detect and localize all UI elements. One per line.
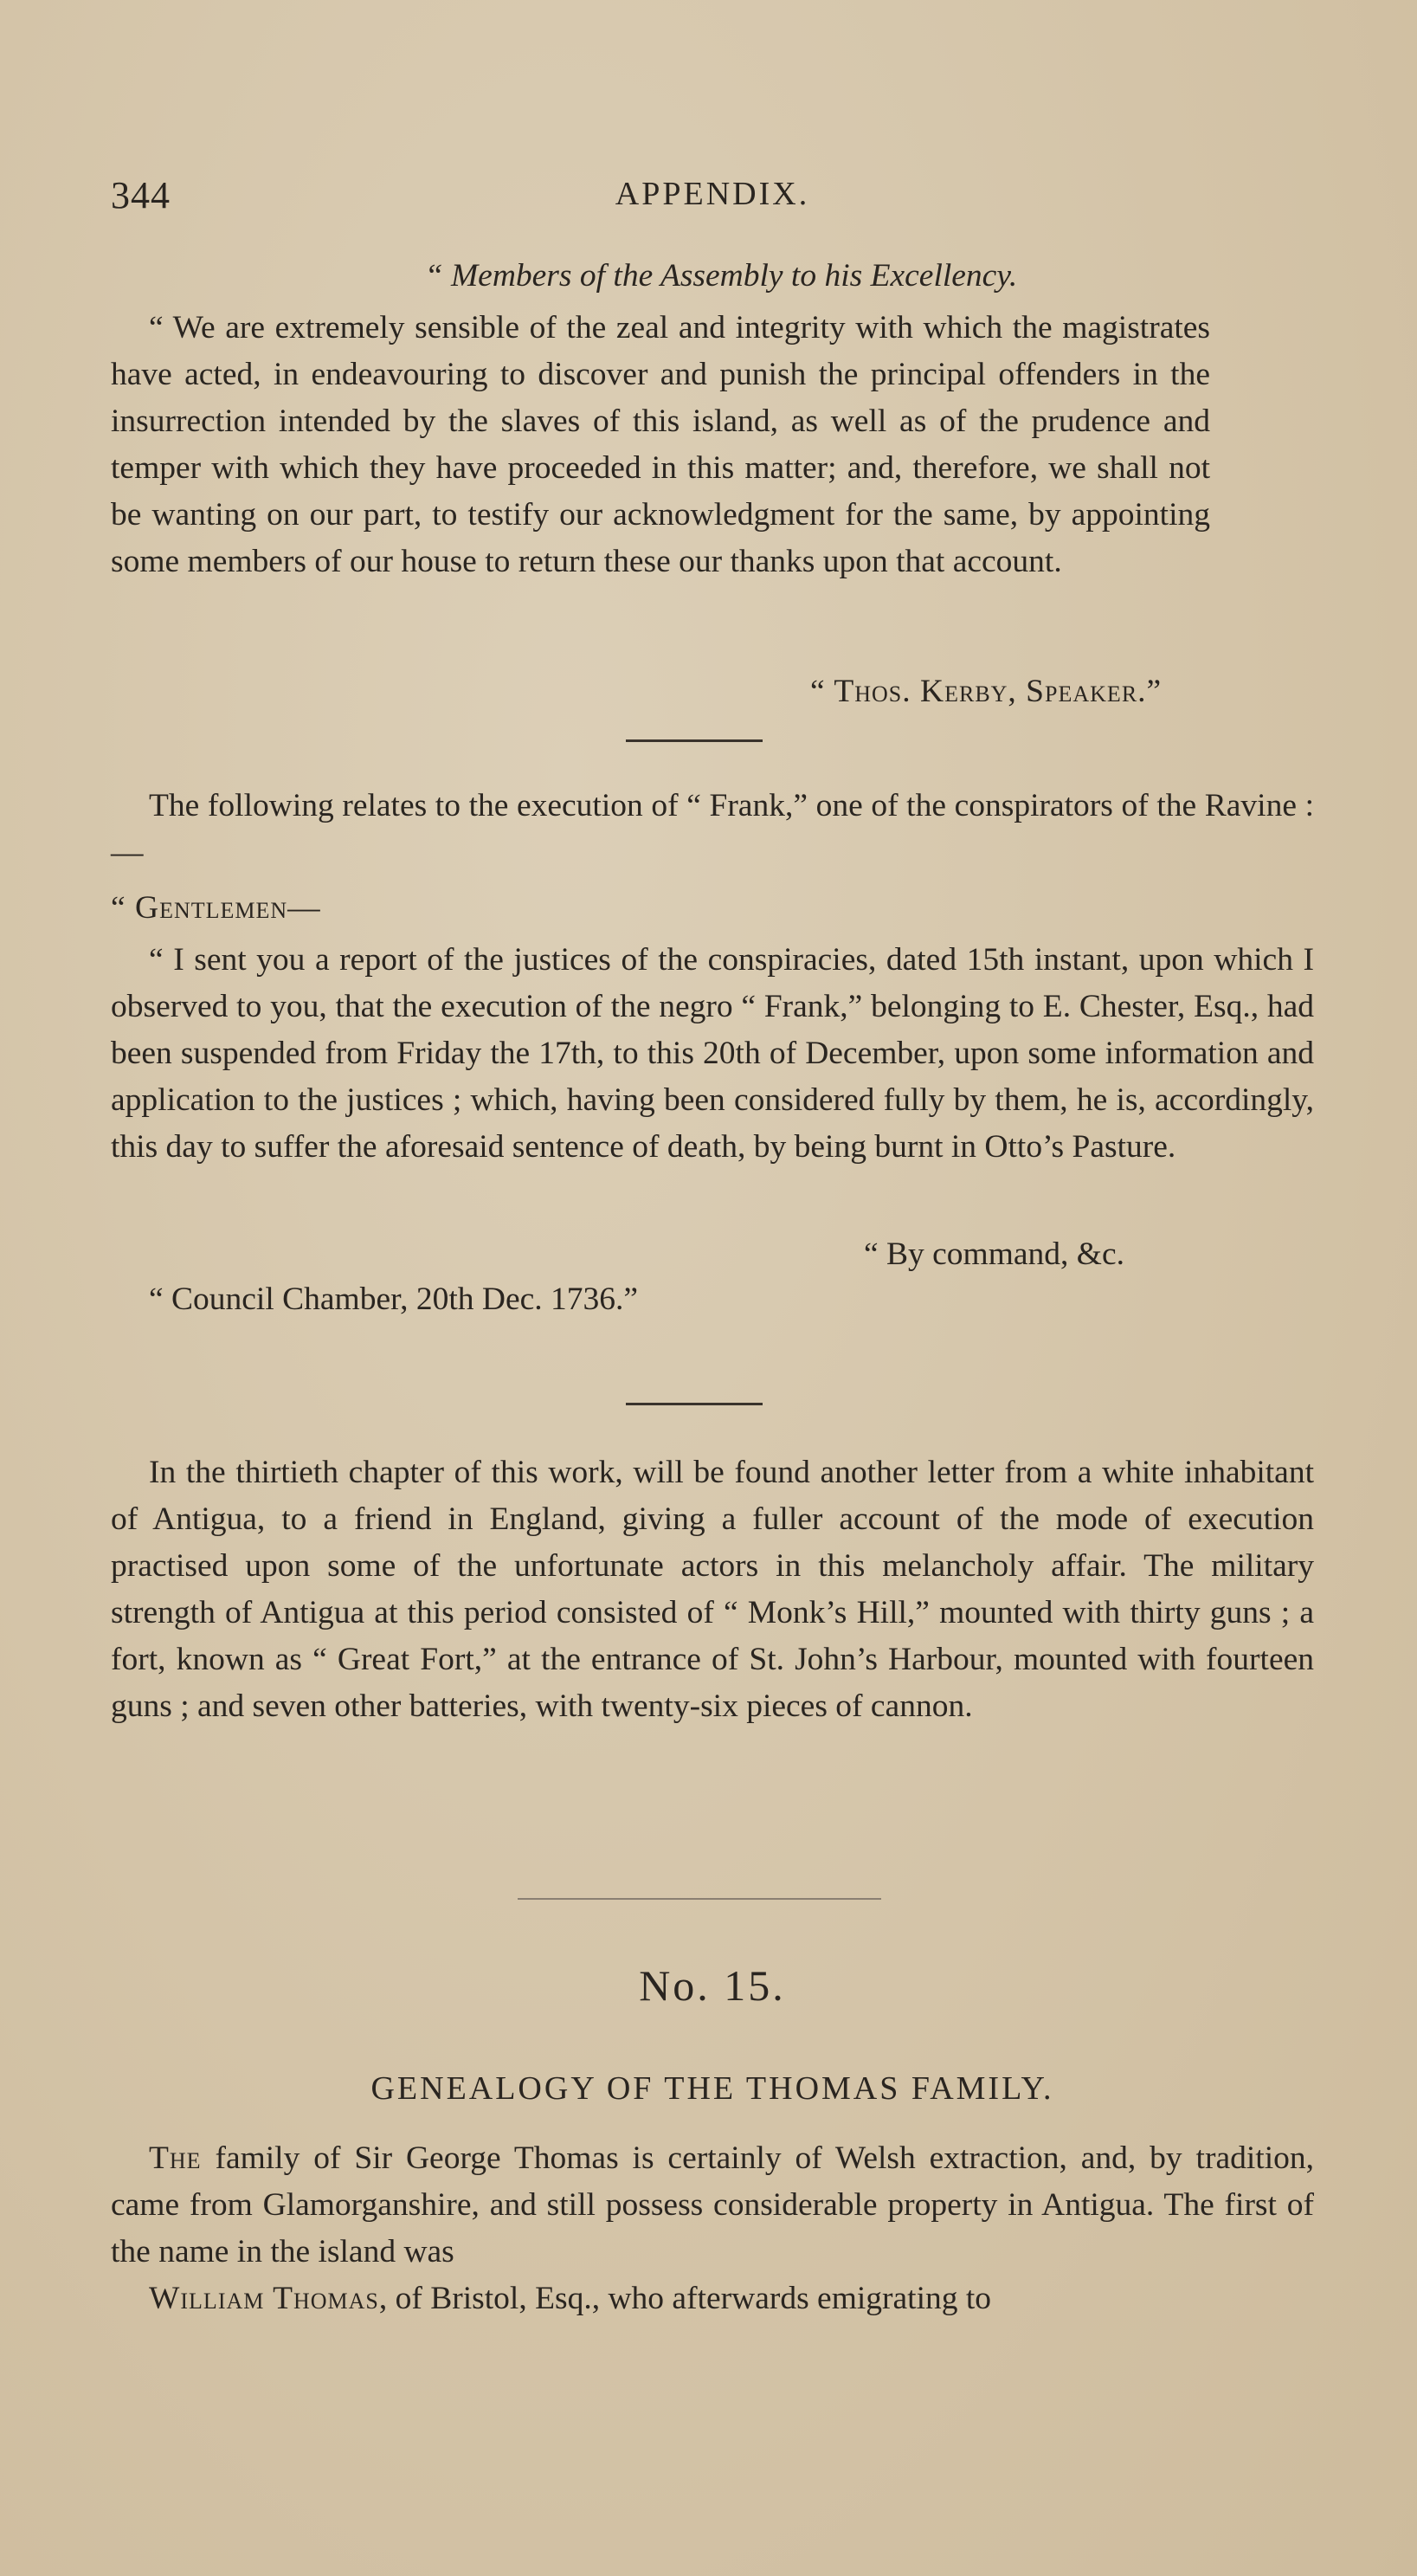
address-title: “ Members of the Assembly to his Excellency.	[424, 258, 1018, 294]
execution-section	[111, 783, 1314, 1171]
address-body: “ We are extremely sensible of the zeal and integrity with which the magistrates have acted, in endeavouring to discover and punish the principal offenders in the insurrection intended by the slaves of this island, as well as of the prudence and temper with which they have proceeded in this matter; and, therefore, we shall not be wanting on our part, to testify our acknowledgment for the same, by appointing some members of our house to return these our thanks upon that account.	[111, 310, 1210, 579]
genealogy-first-word: The	[149, 2140, 202, 2176]
military-section	[111, 1449, 1314, 1730]
execution-intro: The following relates to the execution of “ Frank,” one of the conspirators of the Ravine :—	[111, 788, 1314, 870]
book-page	[111, 0, 1314, 2576]
genealogy-section	[111, 2135, 1314, 2322]
genealogy-paragraph-text: family of Sir George Thomas is certainly of Welsh extraction, and, by tradition, came from Glamorganshire, and still possess considerable property in Antigua. The first of the name in the island was	[111, 2140, 1314, 2269]
page-header	[111, 173, 1314, 225]
address-signature: “ Thos. Kerby, Speaker.”	[810, 674, 1163, 709]
william-thomas-name: William Thomas	[149, 2281, 379, 2316]
genealogy-last-line-text: , of Bristol, Esq., who afterwards emigrating to	[378, 2281, 992, 2316]
chapter-divider	[518, 1898, 881, 1900]
execution-letter-body: “ I sent you a report of the justices of the conspiracies, dated 15th instant, upon which I observed to you, that the execution of the negro “ Frank,” belonging to E. Chester, Esq., had been suspended from Friday the 17th, to this 20th of December, upon some information and application to the justices ; which, having been considered fully by them, he is, accordingly, this day to suffer the aforesaid sentence of death, by being burnt in Otto’s Pasture.	[111, 942, 1314, 1165]
genealogy-paragraph	[111, 2135, 1314, 2276]
execution-command: “ By command, &c.	[864, 1236, 1124, 1272]
page-number: 344	[111, 174, 171, 216]
execution-place-date: “ Council Chamber, 20th Dec. 1736.”	[149, 1282, 639, 1317]
running-head: APPENDIX.	[615, 176, 810, 212]
military-paragraph: In the thirtieth chapter of this work, will be found another letter from a white inhabitant of Antigua, to a friend in England, giving a fuller account of the mode of execution practised upon some of the unfortunate actors in this melancholy affair. The military strength of Antigua at this period consisted of “ Monk’s Hill,” mounted with thirty guns ; a fort, known as “ Great Fort,” at the entrance of St. John’s Harbour, mounted with fourteen guns ; and seven other batteries, with twenty-six pieces of cannon.	[111, 1455, 1314, 1724]
execution-salutation: “ Gentlemen—	[111, 890, 321, 926]
section-title: GENEALOGY OF THE THOMAS FAMILY.	[370, 2070, 1054, 2107]
genealogy-last-line	[111, 2276, 1314, 2322]
section-divider	[626, 739, 763, 742]
address-section	[111, 253, 1314, 585]
section-divider	[626, 1403, 763, 1405]
section-number: No. 15.	[639, 1961, 786, 2010]
